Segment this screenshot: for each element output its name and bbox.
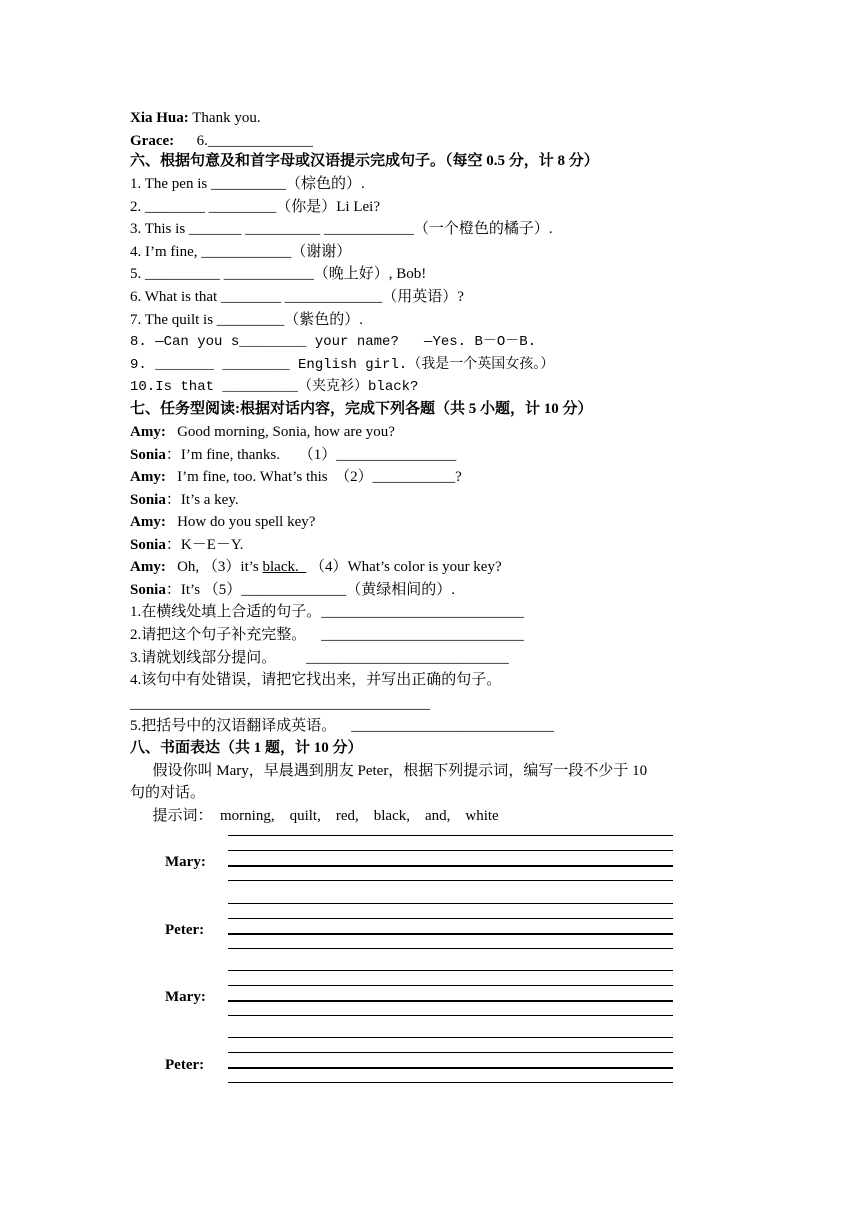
- sec6-item-7: 7. The quilt is _________（紫色的）.: [130, 312, 364, 328]
- sec6-item-5: 5. __________ ____________（晚上好）, Bob!: [130, 266, 427, 282]
- section-7-heading: 七、任务型阅读:根据对话内容，完成下列各题（共 5 小题，计 10 分）: [130, 401, 593, 417]
- writing-rule-line: [228, 970, 673, 971]
- speaker-label: Sonia: [130, 582, 166, 598]
- speaker-label: Sonia: [130, 447, 166, 463]
- sec6-item-8: 8. —Can you s________ your name? —Yes. B－O－B.: [130, 334, 537, 350]
- sec7-answer-line-4: ________________________________________: [130, 696, 430, 712]
- dialog-text: I’m fine, too. What’s this （2）___________?: [165, 469, 462, 485]
- hint-line: [130, 806, 499, 826]
- section-6-heading: 六、根据句意及和首字母或汉语提示完成句子。（每空 0.5 分，计 8 分）: [130, 153, 599, 169]
- speaker-label: Sonia: [130, 537, 166, 553]
- speaker-label: Amy:: [130, 424, 166, 440]
- dialog-line: [130, 422, 395, 442]
- dialog-line: [130, 467, 462, 487]
- speaker-label: Amy:: [130, 469, 166, 485]
- sec8-paragraph-1: 假设你叫 Mary，早晨遇到朋友 Peter，根据下列提示词，编写一段不少于 10: [130, 763, 648, 779]
- dialog-text: Oh, （3）it’s: [165, 559, 263, 575]
- writing-rule-line: [228, 835, 673, 836]
- sec6-item-1: 1. The pen is __________（棕色的）.: [130, 176, 365, 192]
- underlined-answer: black.: [262, 559, 307, 575]
- hint-label: 提示词：: [130, 808, 221, 824]
- sec6-item-9: 9. _______ ________ English girl.（我是一个英国女孩。）: [130, 357, 555, 373]
- writing-rule-line: [228, 933, 673, 935]
- writing-speaker-peter: Peter:: [165, 1057, 205, 1073]
- section-8-heading: 八、书面表达（共 1 题，计 10 分）: [130, 740, 363, 756]
- writing-rule-line: [228, 1037, 673, 1038]
- writing-rule-line: [228, 850, 673, 851]
- sec8-paragraph-2: 句的对话。: [130, 785, 206, 801]
- sec7-question-3: 3.请就划线部分提问。 ___________________________: [130, 650, 509, 666]
- dialog-text: Thank you.: [188, 110, 261, 126]
- speaker-label: Grace:: [130, 133, 175, 149]
- speaker-label: Amy:: [130, 514, 166, 530]
- dialog-line: [130, 445, 456, 465]
- sec6-item-2: 2. ________ _________（你是）Li Lei?: [130, 199, 380, 215]
- dialog-text: How do you spell key?: [165, 514, 316, 530]
- dialog-line: [130, 580, 455, 600]
- dialog-text: ：K－E－Y.: [165, 537, 244, 553]
- dialog-text: ：It’s a key.: [165, 492, 239, 508]
- sec7-question-2: 2.请把这个句子补充完整。 ___________________________: [130, 627, 524, 643]
- sec6-item-4: 4. I’m fine, ____________（谢谢）: [130, 244, 352, 260]
- writing-rule-line: [228, 1067, 673, 1069]
- writing-speaker-mary: Mary:: [165, 989, 206, 1005]
- sec7-question-5: 5.把括号中的汉语翻译成英语。 ___________________________: [130, 718, 554, 734]
- writing-speaker-peter: Peter:: [165, 922, 205, 938]
- dialog-text: 6.______________: [174, 133, 313, 149]
- writing-rule-line: [228, 1000, 673, 1002]
- sec6-item-6: 6. What is that ________ _____________（用英语）?: [130, 289, 464, 305]
- writing-rule-line: [228, 1052, 673, 1053]
- dialog-text: ：It’s （5）______________（黄绿相间的）.: [165, 582, 456, 598]
- writing-rule-line: [228, 1015, 673, 1016]
- writing-rule-line: [228, 1082, 673, 1083]
- sec7-question-4: 4.该句中有处错误，请把它找出来，并写出正确的句子。: [130, 672, 502, 688]
- hint-words: morning, quilt, red, black, and, white: [220, 808, 499, 824]
- sec7-question-1: 1.在横线处填上合适的句子。___________________________: [130, 604, 524, 620]
- writing-rule-line: [228, 985, 673, 986]
- writing-rule-line: [228, 880, 673, 881]
- sec6-item-3: 3. This is _______ __________ ____________（一个橙色的橘子）.: [130, 221, 553, 237]
- dialog-text: ：I’m fine, thanks. （1）________________: [165, 447, 457, 463]
- top-line-2: [130, 131, 313, 151]
- dialog-text: （4）What’s color is your key?: [306, 559, 502, 575]
- speaker-label: Xia Hua:: [130, 110, 189, 126]
- writing-rule-line: [228, 903, 673, 904]
- speaker-label: Sonia: [130, 492, 166, 508]
- dialog-line: [130, 490, 239, 510]
- sec6-item-10: 10.Is that _________（夹克衫）black?: [130, 379, 419, 395]
- dialog-text: Good morning, Sonia, how are you?: [165, 424, 395, 440]
- writing-rule-line: [228, 865, 673, 867]
- speaker-label: Amy:: [130, 559, 166, 575]
- writing-speaker-mary: Mary:: [165, 854, 206, 870]
- top-line-1: [130, 108, 261, 128]
- dialog-line: [130, 512, 315, 532]
- writing-rule-line: [228, 918, 673, 919]
- dialog-line: [130, 535, 244, 555]
- writing-rule-line: [228, 948, 673, 949]
- dialog-line: [130, 557, 502, 577]
